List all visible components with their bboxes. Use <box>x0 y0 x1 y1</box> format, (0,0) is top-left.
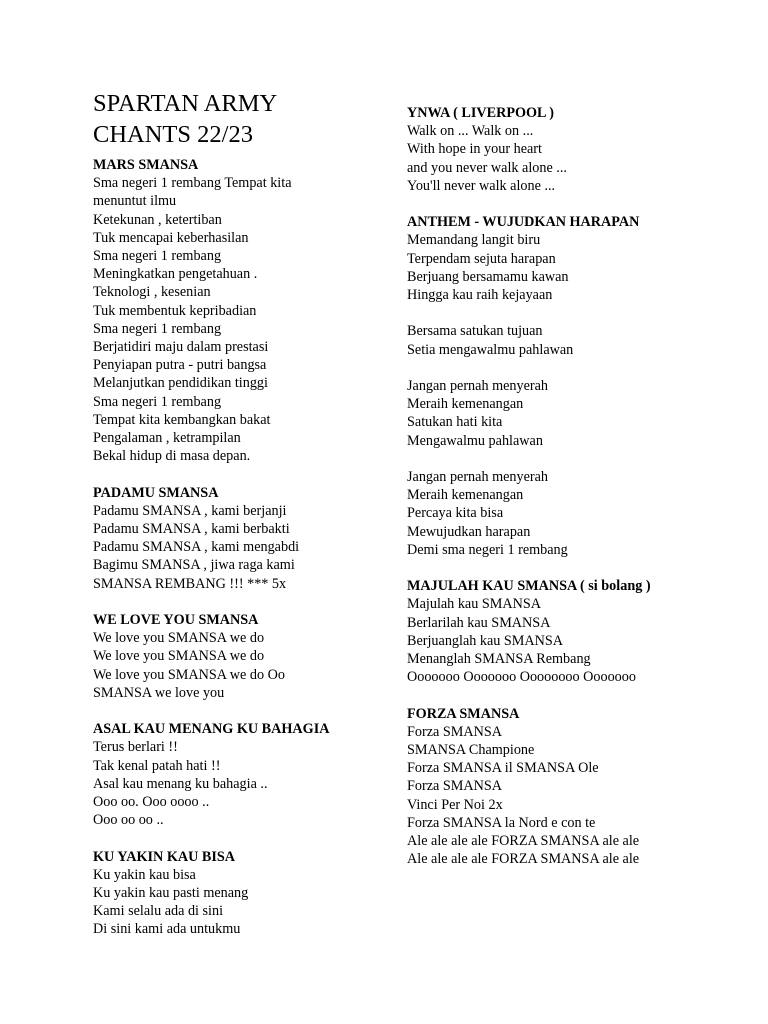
lyric-line: Jangan pernah menyerah <box>407 378 549 394</box>
song-block <box>93 848 393 939</box>
song-spacer <box>93 829 393 847</box>
lyric-line: Terus berlari !! <box>93 739 178 756</box>
song-block <box>93 611 393 702</box>
right-column <box>407 104 747 868</box>
lyric-line: Kami selalu ada di sini <box>93 903 224 920</box>
stanza-spacer <box>407 359 747 377</box>
lyric-line: Padamu SMANSA , kami mengabdi <box>93 539 300 556</box>
lyric-line: You'll never walk alone ... <box>407 177 556 194</box>
lyric-line: Meningkatkan pengetahuan . <box>93 266 258 283</box>
document-title <box>93 88 393 150</box>
lyric-line: Tak kenal patah hati !! <box>93 757 221 774</box>
song-title: KU YAKIN KAU BISA <box>93 848 236 865</box>
document-title-line-1: SPARTAN ARMY <box>93 90 278 117</box>
song-spacer <box>93 702 393 720</box>
right-song-list <box>407 104 747 868</box>
left-song-list <box>93 156 393 939</box>
lyric-line: SMANSA Champione <box>407 742 535 759</box>
song-spacer <box>407 559 747 577</box>
song-title: ASAL KAU MENANG KU BAHAGIA <box>93 721 330 738</box>
lyric-line: SMANSA REMBANG !!! *** 5x <box>93 575 287 592</box>
lyric-line: Satukan hati kita <box>407 414 503 431</box>
lyric-line: Ooo oo oo .. <box>93 812 164 829</box>
lyric-line: Meraih kemenangan <box>407 487 524 504</box>
song-title: YNWA ( LIVERPOOL ) <box>407 105 555 121</box>
lyric-line: Forza SMANSA il SMANSA Ole <box>407 760 599 777</box>
lyric-line: Walk on ... Walk on ... <box>407 123 534 140</box>
lyric-line: Forza SMANSA <box>407 778 502 795</box>
lyric-line: Berjatidiri maju dalam prestasi <box>93 339 269 356</box>
song-title: PADAMU SMANSA <box>93 484 219 501</box>
song-title: WE LOVE YOU SMANSA <box>93 612 259 629</box>
lyric-line: Setia mengawalmu pahlawan <box>407 341 574 358</box>
song-block <box>93 720 393 829</box>
lyric-line: Terpendam sejuta harapan <box>407 250 556 267</box>
song-spacer <box>407 195 747 213</box>
stanza-spacer <box>407 304 747 322</box>
lyric-line: Tuk membentuk kepribadian <box>93 302 257 319</box>
lyric-line: Ku yakin kau bisa <box>93 866 196 883</box>
song-spacer <box>93 593 393 611</box>
lyric-line: Penyiapan putra - putri bangsa <box>93 357 267 374</box>
lyric-line: Mewujudkan harapan <box>407 523 531 540</box>
lyric-line: Tempat kita kembangkan bakat <box>93 411 271 428</box>
lyric-line: Padamu SMANSA , kami berbakti <box>93 521 290 538</box>
lyric-line: Ooo oo. Ooo oooo .. <box>93 794 210 811</box>
lyric-line: Mengawalmu pahlawan <box>407 432 543 449</box>
lyric-line: Ale ale ale ale FORZA SMANSA ale ale <box>407 833 640 850</box>
song-title: MAJULAH KAU SMANSA ( si bolang ) <box>407 578 651 595</box>
left-column <box>93 88 393 939</box>
song-spacer <box>407 686 747 704</box>
lyric-line: Bagimu SMANSA , jiwa raga kami <box>93 557 295 574</box>
song-block <box>407 705 747 869</box>
lyric-line: Pengalaman , ketrampilan <box>93 430 241 447</box>
lyric-line: Melanjutkan pendidikan tinggi <box>93 375 268 392</box>
lyric-line: Percaya kita bisa <box>407 505 504 522</box>
song-block <box>93 484 393 593</box>
lyric-line: Memandang langit biru <box>407 232 541 249</box>
lyric-line: Forza SMANSA <box>407 723 502 740</box>
lyric-line: We love you SMANSA we do <box>93 630 265 647</box>
lyric-line: Majulah kau SMANSA <box>407 596 541 613</box>
lyric-line: Berjuanglah kau SMANSA <box>407 632 564 649</box>
lyric-line: We love you SMANSA we do <box>93 648 265 665</box>
lyric-line: Hingga kau raih kejayaan <box>407 287 553 304</box>
lyric-line: Berlarilah kau SMANSA <box>407 614 551 631</box>
lyric-line: Vinci Per Noi 2x <box>407 796 503 813</box>
song-title: ANTHEM - WUJUDKAN HARAPAN <box>407 214 640 231</box>
lyric-line: Forza SMANSA la Nord e con te <box>407 814 596 831</box>
lyric-line: We love you SMANSA we do Oo <box>93 666 285 683</box>
lyric-line: Bekal hidup di masa depan. <box>93 448 251 465</box>
lyric-line: Jangan pernah menyerah <box>407 469 549 485</box>
lyric-line: Sma negeri 1 rembang <box>93 248 222 265</box>
lyric-line: Menanglah SMANSA Rembang <box>407 651 591 668</box>
lyric-line: Ketekunan , ketertiban <box>93 211 222 228</box>
lyric-line: menuntut ilmu <box>93 193 177 210</box>
lyric-line: Ooooooo Ooooooo Oooooooo Ooooooo <box>407 669 636 686</box>
lyric-line: Asal kau menang ku bahagia .. <box>93 775 268 792</box>
lyric-line: Bersama satukan tujuan <box>407 323 543 340</box>
lyric-line: Teknologi , kesenian <box>93 284 211 301</box>
lyric-line: Sma negeri 1 rembang <box>93 320 222 337</box>
lyric-line: Demi sma negeri 1 rembang <box>407 541 568 558</box>
song-title: FORZA SMANSA <box>407 705 520 722</box>
lyric-line: Sma negeri 1 rembang Tempat kita <box>93 175 292 192</box>
lyric-line: With hope in your heart <box>407 141 542 158</box>
lyric-line: Padamu SMANSA , kami berjanji <box>93 502 287 519</box>
song-title: MARS SMANSA <box>93 157 199 173</box>
lyric-line: Tuk mencapai keberhasilan <box>93 229 249 246</box>
lyric-line: Berjuang bersamamu kawan <box>407 268 569 285</box>
lyric-line: Di sini kami ada untukmu <box>93 921 241 938</box>
document-title-line-2: CHANTS 22/23 <box>93 121 253 148</box>
song-block <box>407 104 747 195</box>
stanza-spacer <box>407 450 747 468</box>
song-spacer <box>93 465 393 483</box>
lyric-line: Meraih kemenangan <box>407 396 524 413</box>
song-block <box>407 213 747 559</box>
lyric-line: Sma negeri 1 rembang <box>93 393 222 410</box>
lyric-line: and you never walk alone ... <box>407 159 567 176</box>
lyric-line: Ku yakin kau pasti menang <box>93 885 249 902</box>
lyric-line: SMANSA we love you <box>93 684 225 701</box>
lyric-line: Ale ale ale ale FORZA SMANSA ale ale <box>407 851 640 868</box>
song-block <box>407 577 747 686</box>
song-block <box>93 156 393 465</box>
